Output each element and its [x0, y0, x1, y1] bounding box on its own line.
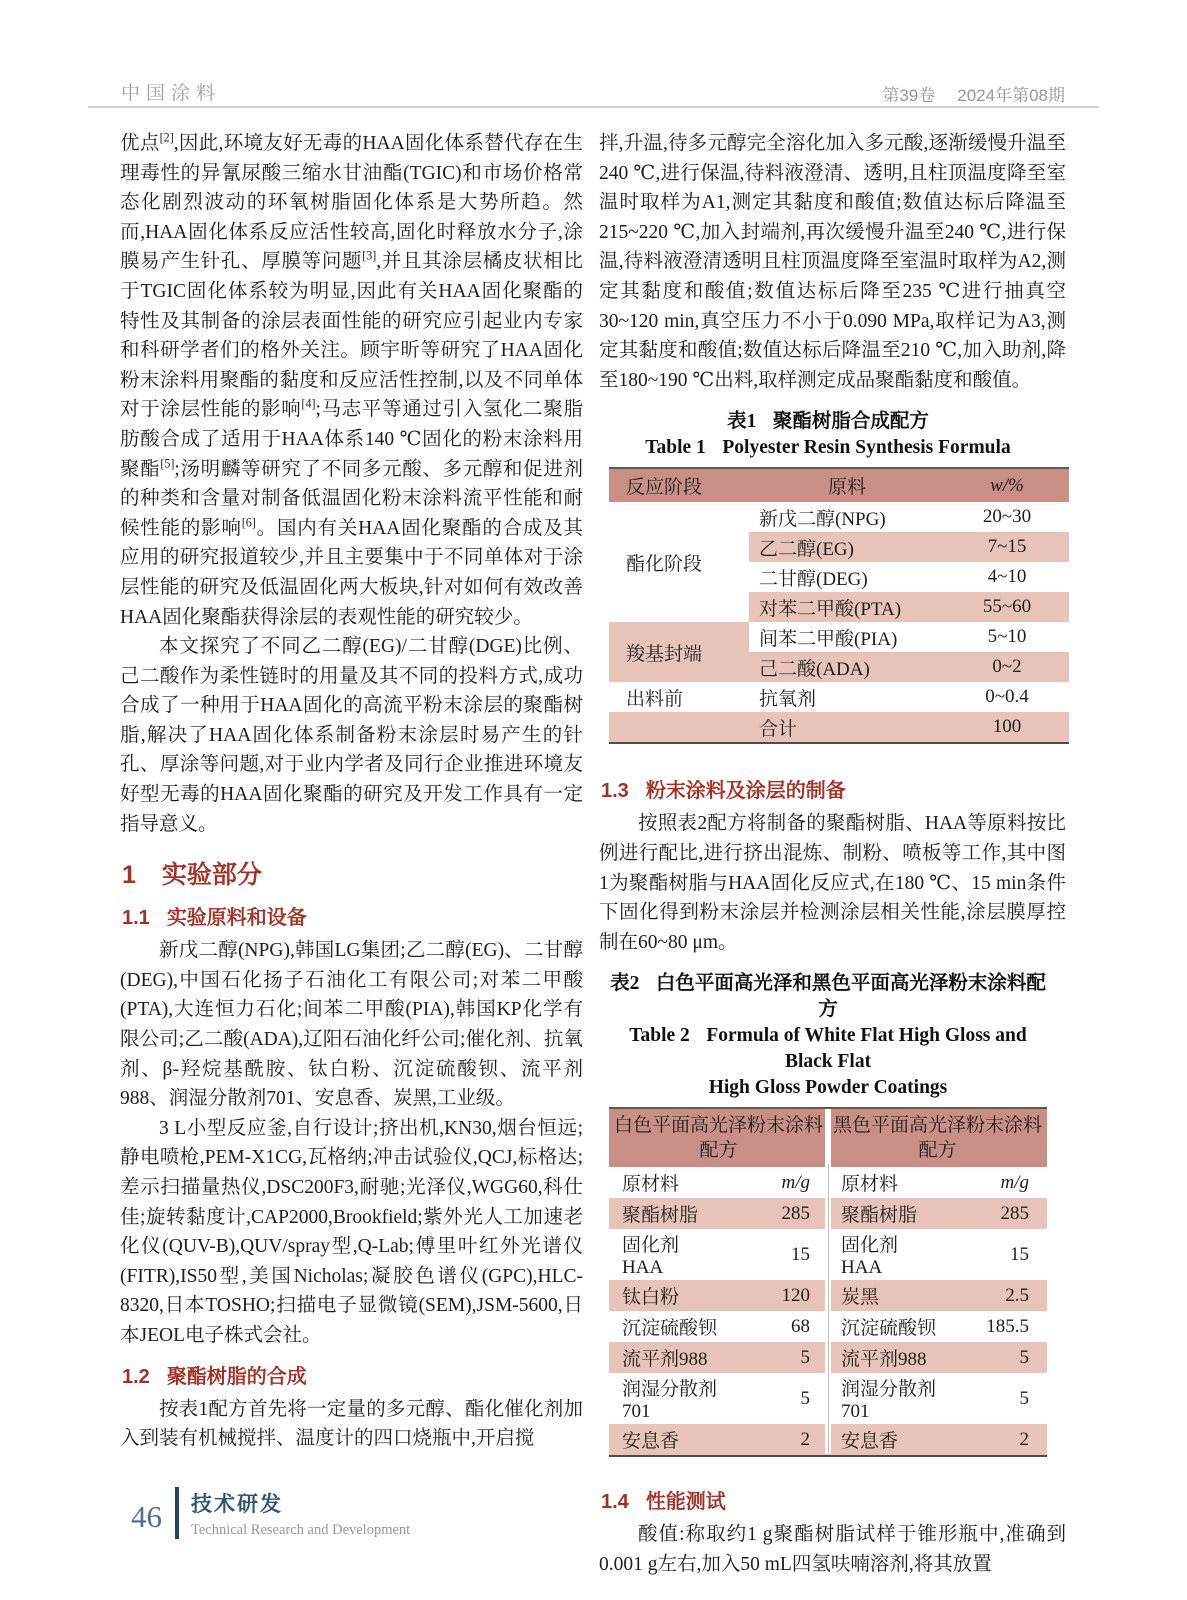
- t2-material: 炭黑: [841, 1287, 880, 1309]
- t1-stage-out: 出料前: [626, 688, 684, 710]
- header-rule: [88, 106, 1099, 108]
- t2-col-mg: m/g: [1000, 1171, 1029, 1193]
- t1-value: 55~60: [945, 592, 1069, 622]
- t1-value: 4~10: [987, 566, 1027, 588]
- table-2-caption-en-2: High Gloss Powder Coatings: [708, 1077, 948, 1099]
- table-2-block: [599, 971, 1066, 1457]
- t1-value: 0~2: [945, 652, 1069, 682]
- paragraph-equipment: 3 L小型反应釜,自行设计;挤出机,KN30,烟台恒远;静电喷枪,PEM-X1CG,瓦格纳;冲击试验仪,QCJ,标格达;差示扫描量热仪,DSC200F3,耐驰;光泽仪,WGG60,科仕佳;旋转黏度计,CAP2000,Brookfield;紫外光人工加速老化仪(QUV-B),QUV/spray型,Q-Lab;傅里叶红外光谱仪(FITR),IS50型,美国Nicholas;凝胶色谱仪(GPC),HLC-8320,日本TOSHO;扫描电子显微镜(SEM),JSM-5600,日本JEOL电子株式会社。: [120, 1117, 583, 1346]
- t2-material: 流平剂988: [841, 1349, 927, 1371]
- t1-total-label: 合计: [749, 712, 945, 743]
- table-2-caption-en-1: Formula of White Flat High Gloss and Black Flat: [706, 1025, 1027, 1073]
- t2-value: 285: [1000, 1202, 1029, 1224]
- subsection-heading-materials: [122, 901, 583, 930]
- t1-total-value: 100: [945, 712, 1069, 743]
- t2-material: 钛白粉: [622, 1287, 680, 1309]
- t2-value: 2.5: [1005, 1284, 1029, 1306]
- subsection-heading-performance: [601, 1485, 1066, 1514]
- t2-value: 285: [781, 1202, 810, 1224]
- left-column: [120, 129, 583, 1454]
- subsection-title: 实验原料和设备: [166, 907, 307, 930]
- t1-material: 间苯二甲酸(PIA): [759, 628, 898, 650]
- paragraph-intro: 优点[2],因此,环境友好无毒的HAA固化体系替代存在生理毒性的异氰尿酸三缩水甘油酯(TGIC)和市场价格常态化剧烈波动的环氧树脂固化体系是大势所趋。然而,HAA固化体系反应活性较高,固化时释放水分子,涂膜易产生针孔、厚膜等问题[3],并且其涂层橘皮状相比于TGIC固化体系较为明显,因此有关HAA固化聚酯的特性及其制备的涂层表面性能的研究应引起业内专家和科研学者们的格外关注。顾宇昕等研究了HAA固化粉末涂料用聚酯的黏度和反应活性控制,以及不同单体对于涂层性能的影响[4];马志平等通过引入氢化二聚脂肪酸合成了适用于HAA体系140 ℃固化的粉末涂料用聚酯[5];汤明麟等研究了不同多元酸、多元醇和促进剂的种类和含量对制备低温固化粉末涂料流平性能和耐候性能的影响[6]。国内有关HAA固化聚酯的合成及其应用的研究报道较少,并且主要集中于不同单体对于涂层性能的研究及低温固化两大板块,针对如何有效改善HAA固化聚酯获得涂层的表观性能的研究较少。: [120, 130, 583, 628]
- t2-material: 沉淀硫酸钡: [622, 1318, 718, 1340]
- table-1-caption-en: Polyester Resin Synthesis Formula: [722, 437, 1011, 459]
- t2-value: 15: [791, 1243, 810, 1265]
- table-1-caption-cn: 聚酯树脂合成配方: [772, 411, 929, 433]
- t1-material: 对苯二甲酸(PTA): [749, 592, 945, 622]
- t2-material: 聚酯树脂: [622, 1205, 699, 1227]
- t2-value: 2: [800, 1428, 810, 1450]
- t1-value: 0~0.4: [985, 686, 1029, 708]
- t1-value: 7~15: [945, 532, 1069, 562]
- table-1: [609, 467, 1069, 744]
- t2-value: 68: [791, 1315, 810, 1337]
- subsection-number: 1.2: [122, 1365, 150, 1388]
- t2-material: 流平剂988: [622, 1349, 708, 1371]
- t1-value: 5~10: [987, 626, 1027, 648]
- section-number: 1: [122, 861, 136, 890]
- table-2-label-en: Table 2: [629, 1025, 690, 1047]
- t2-col-material: 原材料: [622, 1174, 680, 1196]
- subsection-title: 粉末涂料及涂层的制备: [645, 780, 846, 803]
- right-column: [599, 129, 1066, 1580]
- t1-material: 乙二醇(EG): [749, 532, 945, 562]
- t2-column-divider-line: [828, 1165, 829, 1454]
- table-row: [609, 622, 1069, 652]
- t1-stage-carboxyl: 羧基封端: [609, 622, 749, 682]
- t2-value: 5: [800, 1387, 810, 1409]
- table-2-title-en-2: [609, 1075, 1047, 1101]
- table-row: [609, 682, 1069, 712]
- table-1-title-en: [609, 435, 1047, 461]
- t2-col-material: 原材料: [841, 1174, 899, 1196]
- t1-header-w: w/%: [990, 474, 1024, 496]
- footer-column-cn: 技术研发: [191, 1492, 283, 1516]
- paragraph-synthesis-cont: 拌,升温,待多元醇完全溶化加入多元酸,逐渐缓慢升温至240 ℃,进行保温,待料液澄清、透明,且柱顶温度降至室温时取样为A1,测定其黏度和酸值;数值达标后降温至215~220 ℃,加入封端剂,再次缓慢升温至240 ℃,进行保温,待料液澄清透明且柱顶温度降至室温时取样为A2,测定其黏度和酸值;数值达标后降至235 ℃进行抽真空30~120 min,真空压力不小于0.090 MPa,取样记为A3,测定其黏度和酸值;数值达标后降温至210 ℃,加入助剂,降至180~190 ℃出料,取样测定成品聚酯黏度和酸值。: [599, 133, 1066, 391]
- table-1-label-en: Table 1: [645, 437, 706, 459]
- t2-material: 固化剂HAA: [622, 1235, 680, 1279]
- t2-value: 185.5: [986, 1315, 1029, 1337]
- t2-material: 聚酯树脂: [841, 1205, 918, 1227]
- subsection-title: 聚酯树脂的合成: [166, 1365, 307, 1388]
- paragraph-raw-materials: 新戊二醇(NPG),韩国LG集团;乙二醇(EG)、二甘醇(DEG),中国石化扬子石油化工有限公司;对苯二甲酸(PTA),大连恒力石化;间苯二甲酸(PIA),韩国KP化学有限公司;乙二酸(ADA),辽阳石油化纤公司;催化剂、抗氧剂、β-羟烷基酰胺、钛白粉、沉淀硫酸钡、流平剂988、润湿分散剂701、安息香、炭黑,工业级。: [120, 940, 583, 1110]
- volume-label: 第39卷: [882, 86, 936, 105]
- t2-value: 120: [781, 1284, 810, 1306]
- t1-material: 己二酸(ADA): [749, 652, 945, 682]
- t2-value: 5: [1019, 1346, 1029, 1368]
- t1-header-material: 原料: [827, 477, 866, 499]
- subsection-number: 1.3: [601, 780, 629, 803]
- t2-header-white-formula: 白色平面高光泽粉末涂料 配方: [609, 1108, 828, 1167]
- footer-column-en: Technical Research and Development: [191, 1521, 411, 1538]
- table-row-total: [609, 712, 1069, 743]
- footer-column-labels: [191, 1488, 410, 1539]
- subsection-heading-synthesis: [122, 1360, 583, 1389]
- table-1-block: [599, 409, 1066, 744]
- page-number: 46: [131, 1499, 162, 1534]
- t2-material: 润湿分散剂701: [622, 1379, 718, 1423]
- section-heading-experiment: [122, 855, 583, 891]
- t2-material: 润湿分散剂701: [841, 1379, 937, 1423]
- paragraph-purpose: 本文探究了不同乙二醇(EG)/二甘醇(DGE)比例、己二酸作为柔性链时的用量及其不同的投料方式,成功合成了一种用于HAA固化的高流平粉末涂层的聚酯树脂,解决了HAA固化体系制备粉末涂层时易产生的针孔、厚涂等问题,对于业内学者及同行企业推进环境友好型无毒的HAA固化聚酯的研究及开发工作具有一定指导意义。: [120, 636, 583, 835]
- t1-header-stage: 反应阶段: [626, 477, 703, 499]
- subsection-number: 1.4: [601, 1491, 629, 1514]
- paragraph-synthesis-start: 按表1配方首先将一定量的多元醇、酯化催化剂加入到装有机械搅拌、温度计的四口烧瓶中,开启搅: [120, 1398, 583, 1450]
- table-2-title-cn: [609, 971, 1047, 1023]
- paragraph-coating-prep: 按照表2配方将制备的聚酯树脂、HAA等原料按比例进行配比,进行挤出混炼、制粉、喷板等工作,其中图1为聚酯树脂与HAA固化反应式,在180 ℃、15 min条件下固化得到粉末涂层并检测涂层相关性能,涂层膜厚控制在60~80 μm。: [599, 813, 1066, 953]
- t2-value: 15: [1010, 1243, 1029, 1265]
- t1-value: 20~30: [982, 506, 1032, 528]
- t1-stage-ester: 酯化阶段: [626, 553, 703, 575]
- t1-material: 新戊二醇(NPG): [759, 508, 886, 530]
- footer-divider-bar: [175, 1487, 179, 1539]
- t2-header-black-formula: 黑色平面高光泽粉末涂料 配方: [828, 1108, 1047, 1167]
- section-title: 实验部分: [161, 861, 262, 890]
- t2-value: 5: [800, 1346, 810, 1368]
- table-2-title-en-1: [609, 1023, 1047, 1075]
- t2-material: 安息香: [622, 1431, 680, 1453]
- table-2-caption-cn: 白色平面高光泽和黑色平面高光泽粉末涂料配方: [655, 973, 1046, 1021]
- t2-value: 5: [1019, 1387, 1029, 1409]
- table-2-wrapper: [609, 1107, 1047, 1457]
- t1-total-spacer: [609, 712, 749, 743]
- table-1-label-cn: 表1: [727, 411, 757, 433]
- issue-label: 2024年第08期: [957, 86, 1065, 105]
- t2-material: 沉淀硫酸钡: [841, 1318, 937, 1340]
- table-2-label-cn: 表2: [610, 973, 640, 995]
- subsection-number: 1.1: [122, 907, 150, 930]
- t2-value: 2: [1019, 1428, 1029, 1450]
- subsection-title: 性能测试: [645, 1491, 726, 1514]
- paragraph-acid-value: 酸值:称取约1 g聚酯树脂试样于锥形瓶中,准确到0.001 g左右,加入50 mL四氢呋喃溶剂,将其放置: [599, 1524, 1066, 1575]
- table-row: [609, 502, 1069, 532]
- page-footer: [131, 1487, 410, 1539]
- t1-material: 二甘醇(DEG): [759, 568, 868, 590]
- journal-title: 中国涂料: [121, 83, 222, 104]
- issue-info: [882, 81, 1065, 106]
- t2-col-mg: m/g: [781, 1171, 810, 1193]
- table-row-header: [609, 468, 1069, 502]
- subsection-heading-powder-prep: [601, 774, 1066, 803]
- t1-material: 抗氧剂: [759, 688, 817, 710]
- t2-material: 固化剂HAA: [841, 1235, 899, 1279]
- t2-material: 安息香: [841, 1431, 899, 1453]
- table-1-title-cn: [609, 409, 1047, 435]
